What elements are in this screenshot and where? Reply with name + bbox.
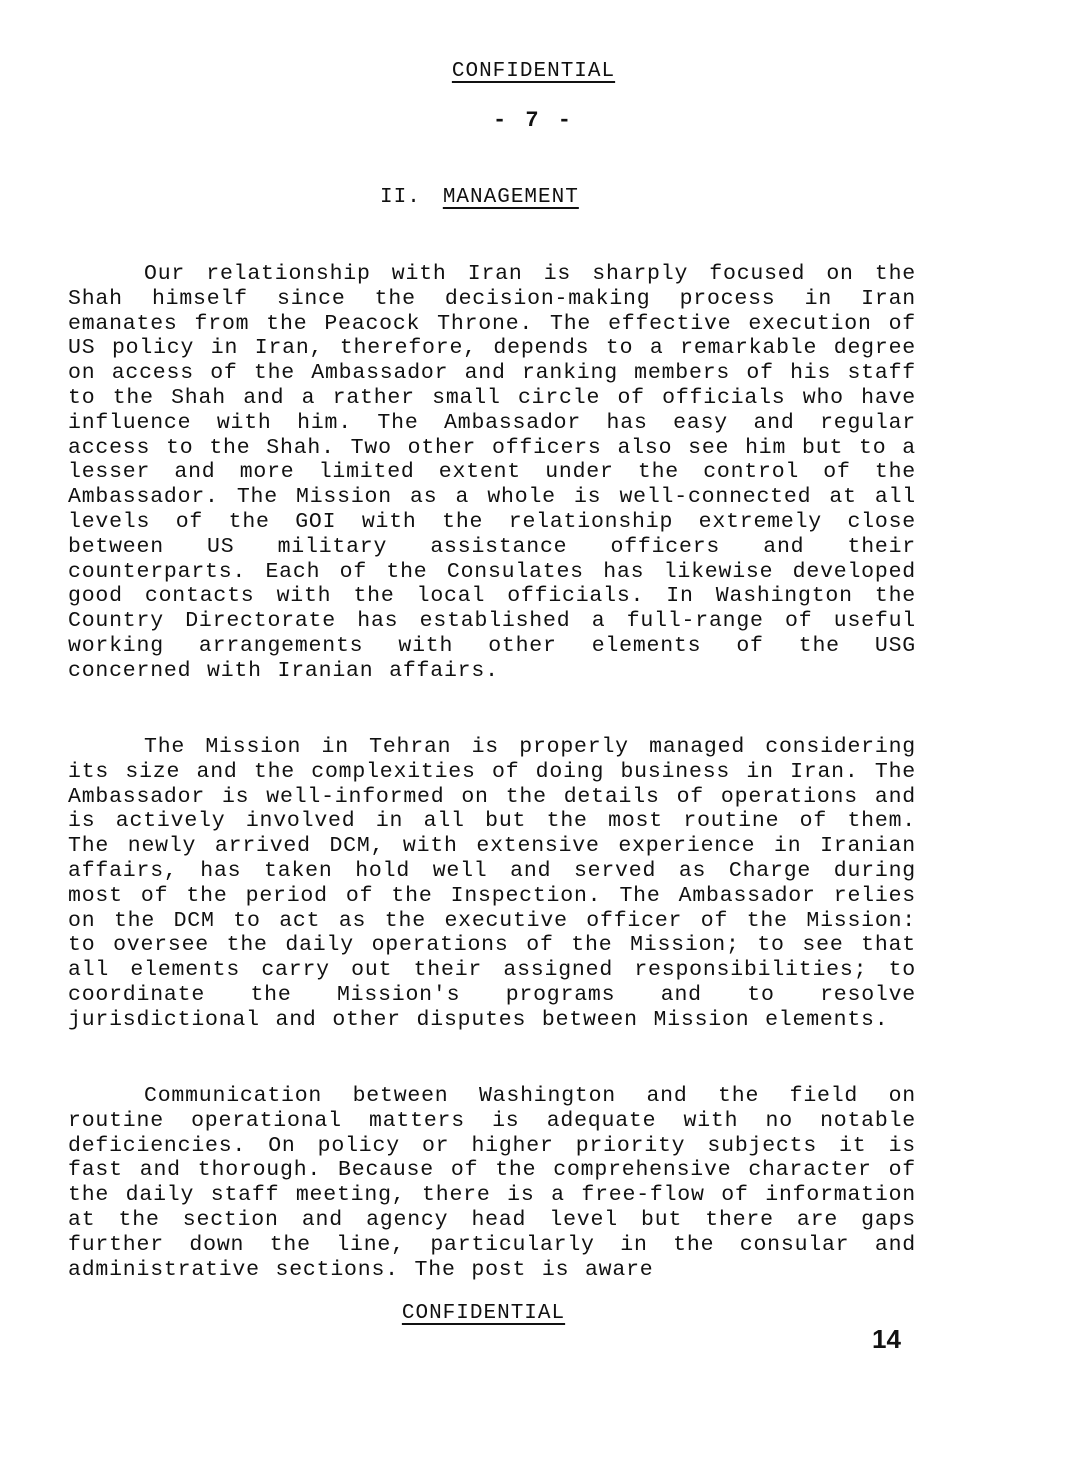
paragraph-mission-management: The Mission in Tehran is properly managed considering its size and the complexities of doing business in Iran. The Ambassador is well-informed on the details of operations and is actively involved in all but the most routine of them. The newly arrived DCM, with extensive experience in Iranian affairs, has taken hold well and served as Charge during most of the period of the Inspection. The Ambassador relies on the DCM to act as the executive officer of the Mission: to oversee the daily operations of the Mission; to see that all elements carry out their assigned responsibilities; to coordinate the Mission's programs and to resolve jurisdictional and other disputes between Mission elements. — [68, 735, 916, 1032]
section-number: II. — [380, 186, 421, 209]
page-number: 14 — [872, 1324, 901, 1354]
classification-header-text: CONFIDENTIAL — [451, 60, 616, 83]
paragraph-relationship: Our relationship with Iran is sharply focused on the Shah himself since the decision-making process in Iran emanates from the Peacock Throne. The effective execution of US policy in Iran, therefore, depends to a remarkable degree on access of the Ambassador and ranking members of his staff to the Shah and a rather small circle of officials who have influence with him. The Ambassador has easy and regular access to the Shah. Two other officers also see him but to a lesser and more limited extent under the control of the Ambassador. The Mission as a whole is well-connected at all levels of the GOI with the relationship extremely close between US military assistance officers and their counterparts. Each of the Consulates has likewise developed good contacts with the local officials. In Washington the Country Directorate has established a full-range of useful working arrangements with other elements of the USG concerned with Iranian affairs. — [68, 262, 916, 683]
classification-footer — [0, 1302, 1017, 1325]
classification-footer-text: CONFIDENTIAL — [401, 1302, 566, 1325]
section-heading — [380, 186, 579, 209]
section-title: MANAGEMENT — [442, 186, 579, 209]
paragraph-communication: Communication between Washington and the field on routine operational matters is adequate with no notable deficiencies. On policy or higher priority subjects it is fast and thorough. Because of the comprehensive character of the daily staff meeting, there is a free-flow of information at the section and agency head level but there are gaps further down the line, particularly in the consular and administrative sections. The post is aware — [68, 1084, 916, 1282]
page-marker: - 7 - — [492, 108, 574, 133]
classification-header — [0, 60, 1067, 83]
